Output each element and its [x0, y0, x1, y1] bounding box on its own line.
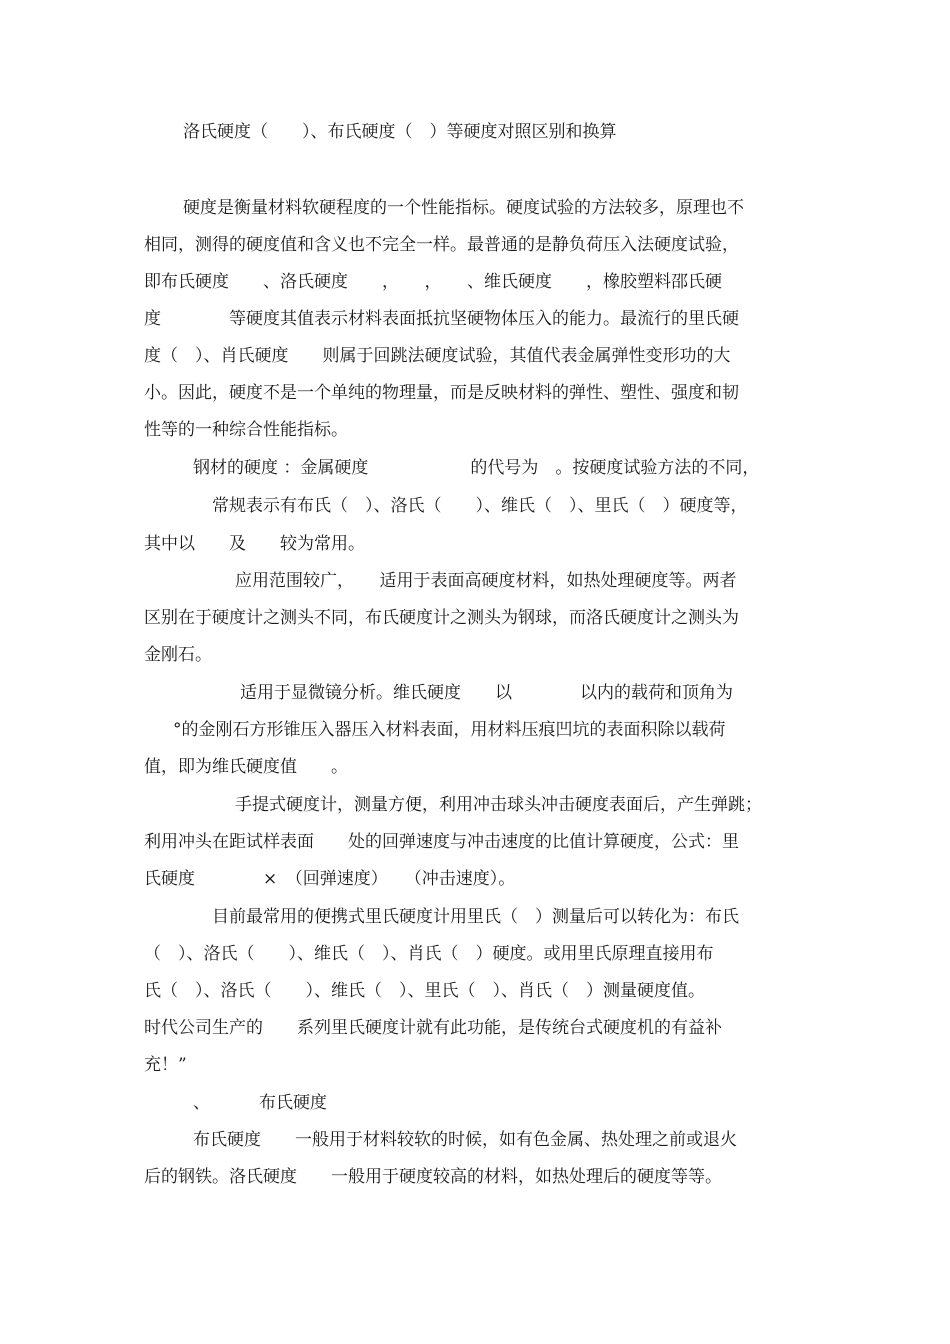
text-line: 应用范围较广， 适用于表面高硬度材料，如热处理硬度等。两者 — [235, 571, 737, 591]
document-title: 洛氏硬度（ ）、布氏硬度（ ）等硬度对照区别和换算 — [183, 122, 617, 142]
text-line: °的金刚石方形锥压入器压入材料表面，用材料压痕凹坑的表面积除以载荷 — [173, 720, 726, 740]
text-line: （ ）、洛氏（ ）、维氏（ ）、肖氏（ ）硬度。或用里氏原理直接用布 — [144, 944, 714, 964]
text-line: 手提式硬度计，测量方便，利用冲击球头冲击硬度表面后，产生弹跳； — [235, 795, 762, 815]
text-line: 钢材的硬度 ：金属硬度 的代号为 。按硬度试验方法的不同， — [193, 458, 760, 478]
text-line: 常规表示有布氏（ ）、洛氏（ ）、维氏（ ）、里氏（ ）硬度等， — [212, 496, 748, 516]
text-line: 硬度是衡量材料软硬程度的一个性能指标。硬度试验的方法较多，原理也不 — [183, 198, 744, 218]
text-line: 充！” — [144, 1055, 187, 1075]
text-line: 氏（ ）、洛氏（ ）、维氏（ ）、里氏（ ）、肖氏（ ）测量硬度值。 — [144, 981, 705, 1001]
text-line: 目前最常用的便携式里氏硬度计用里氏（ ）测量后可以转化为：布氏 — [212, 907, 739, 927]
text-line: 即布氏硬度 、洛氏硬度 ， ， 、维氏硬度 ，橡胶塑料邵氏硬 — [144, 272, 722, 292]
text-line: 性等的一种综合性能指标。 — [144, 420, 348, 440]
text-line: 度（ ）、肖氏硬度 则属于回跳法硬度试验，其值代表金属弹性变形功的大 — [144, 346, 731, 366]
text-line: 后的钢铁。洛氏硬度 一般用于硬度较高的材料，如热处理后的硬度等等。 — [144, 1167, 722, 1187]
text-line: 利用冲头在距试样表面 处的回弹速度与冲击速度的比值计算硬度，公式：里 — [144, 832, 739, 852]
text-line: 值，即为维氏硬度值 。 — [144, 757, 348, 777]
text-line: 相同，测得的硬度值和含义也不完全一样。最普通的是静负荷压入法硬度试验， — [144, 235, 739, 255]
text-line: 度 等硬度其值表示材料表面抵抗坚硬物体压入的能力。最流行的里氏硬 — [144, 309, 739, 329]
text-line: 金刚石。 — [144, 645, 212, 665]
section-number: 、 — [193, 1093, 210, 1113]
text-line: 区别在于硬度计之测头不同，布氏硬度计之测头为钢球，而洛氏硬度计之测头为 — [144, 608, 739, 628]
text-line: 小。因此，硬度不是一个单纯的物理量，而是反映材料的弹性、塑性、强度和韧 — [144, 383, 739, 403]
text-line: 适用于显微镜分析。维氏硬度 以 以内的载荷和顶角为 — [240, 683, 733, 703]
text-line: 时代公司生产的 系列里氏硬度计就有此功能，是传统台式硬度机的有益补 — [144, 1018, 722, 1038]
section-title: 布氏硬度 — [259, 1093, 327, 1113]
text-line: 其中以 及 较为常用。 — [144, 534, 365, 554]
text-line: 布氏硬度 一般用于材料较软的时候，如有色金属、热处理之前或退火 — [193, 1130, 737, 1150]
text-line: 氏硬度 × （回弹速度） （冲击速度）。 — [144, 869, 516, 889]
